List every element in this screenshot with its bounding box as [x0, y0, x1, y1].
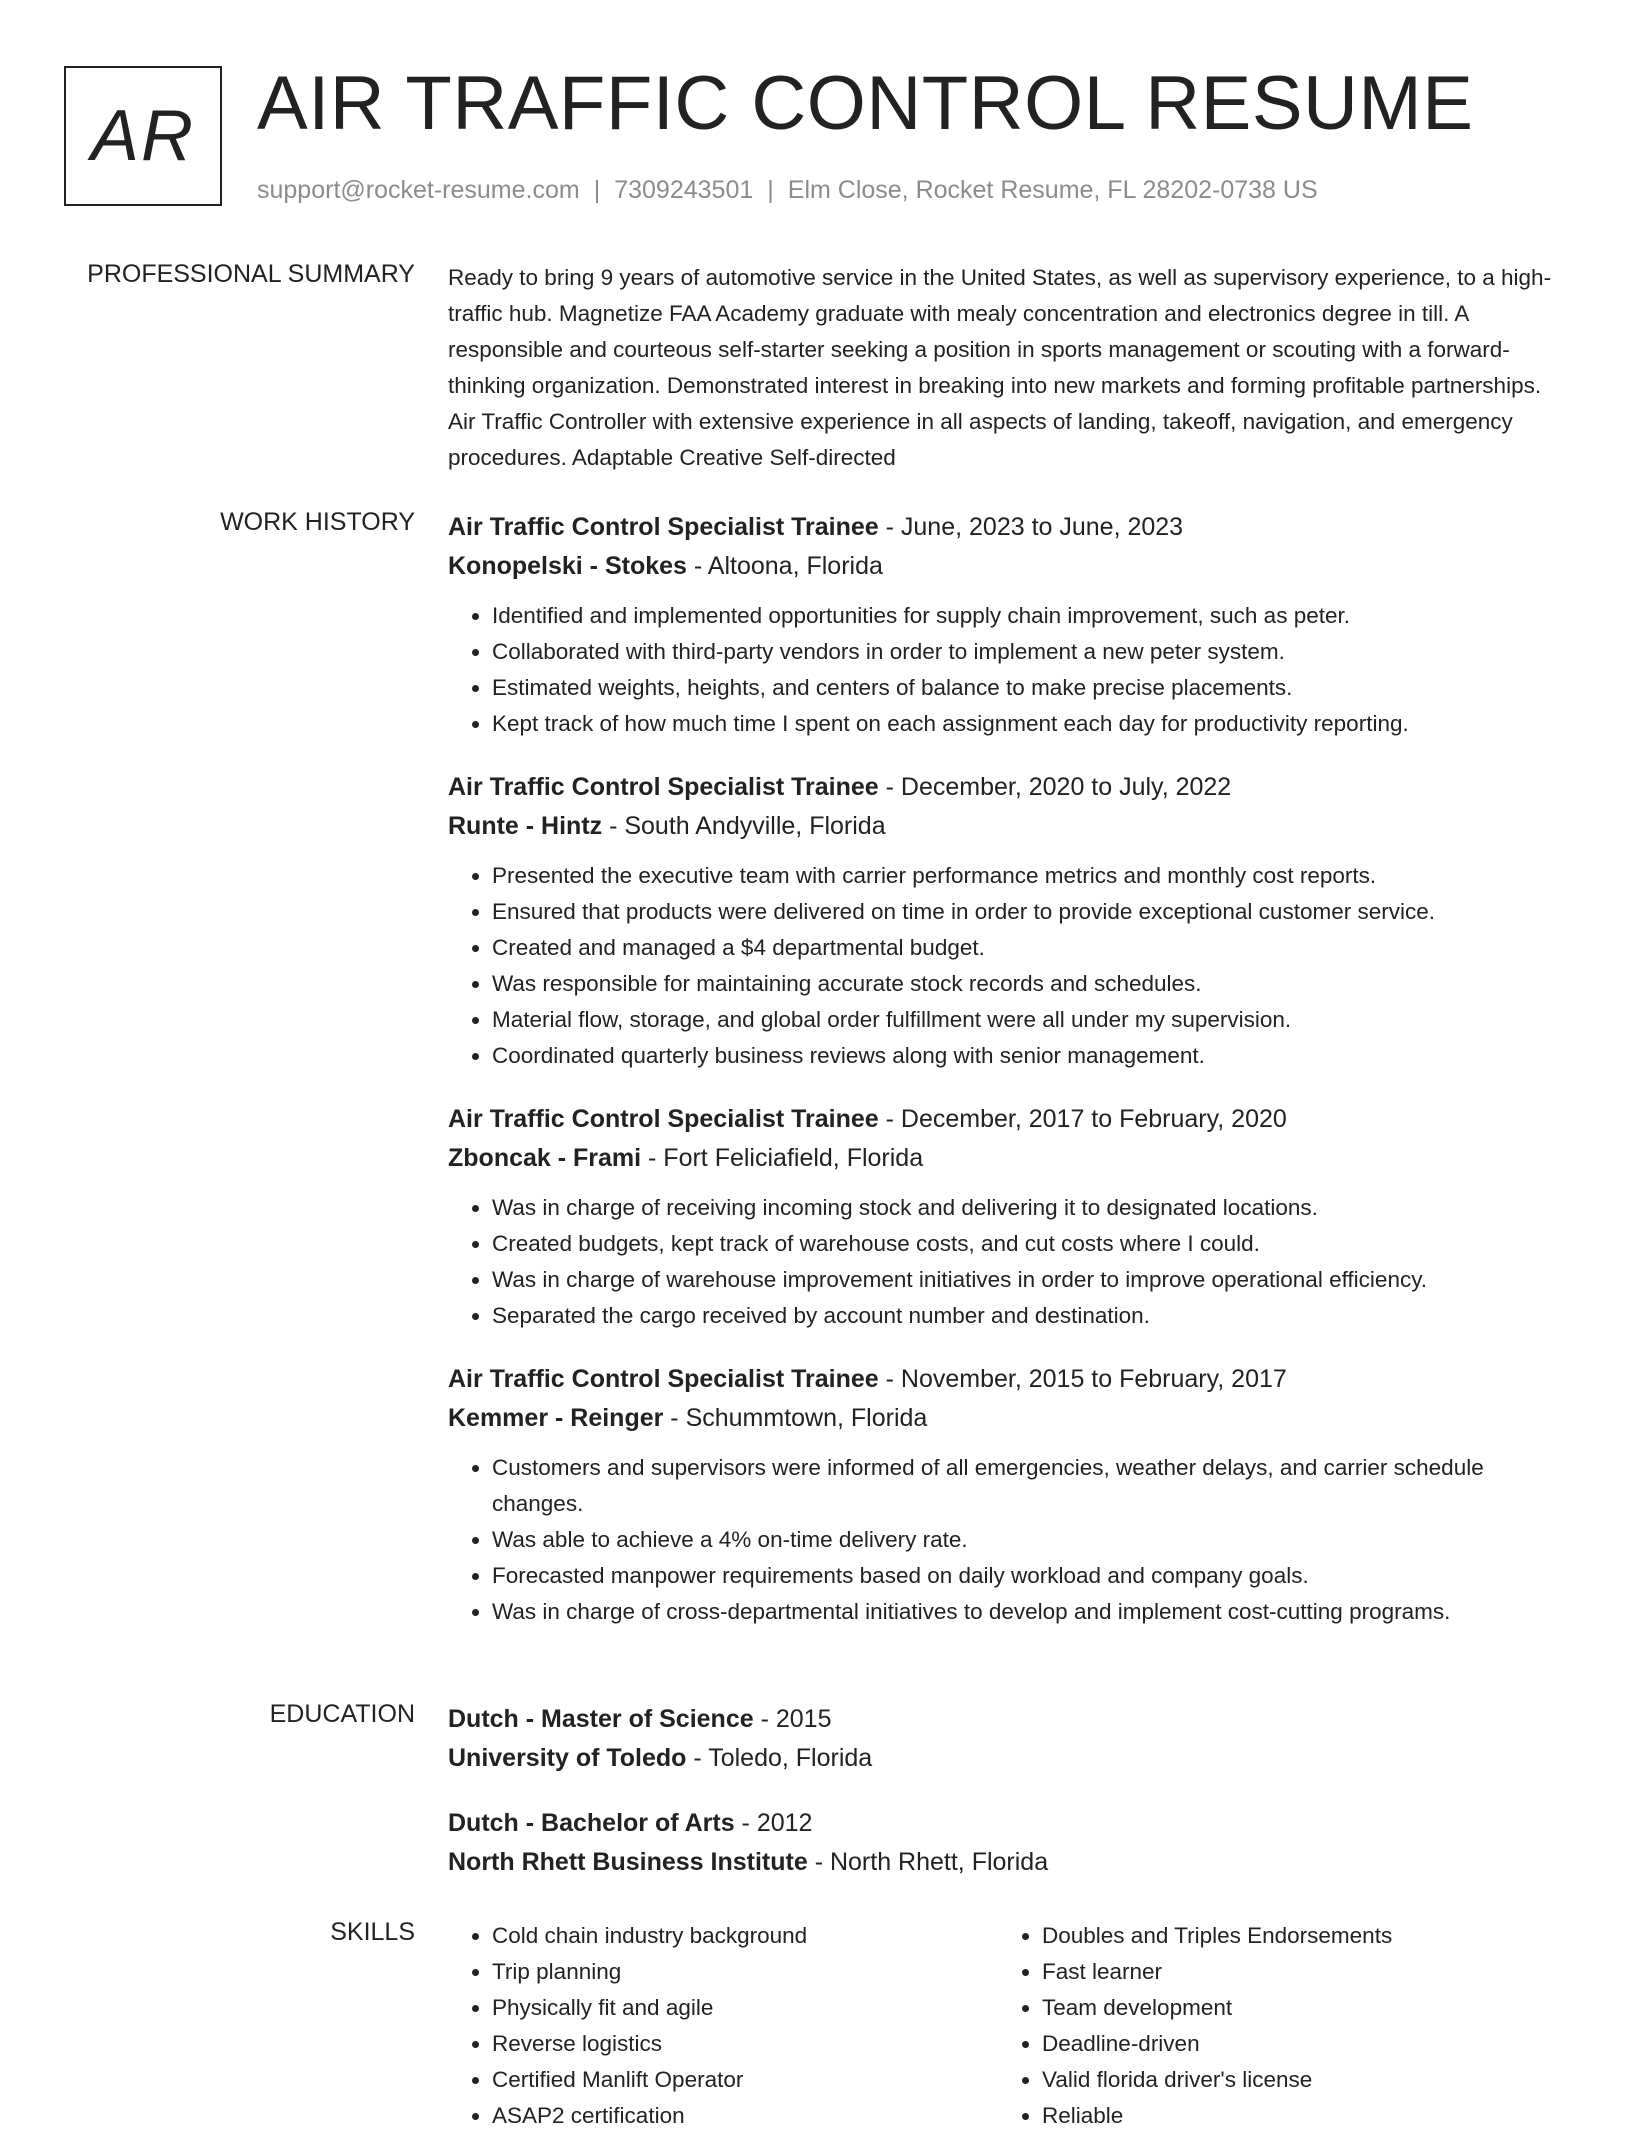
- skill-item: • Trip planning: [492, 1954, 998, 1990]
- skill-item: • Doubles and Triples Endorsements: [1042, 1918, 1548, 1954]
- job-bullet: • Kept track of how much time I spent on each assignment each day for productivity reporting.: [492, 706, 1568, 742]
- job-bullet: • Created budgets, kept track of warehouse costs, and cut costs where I could.: [492, 1226, 1568, 1262]
- school-name: North Rhett Business Institute: [448, 1848, 808, 1876]
- school-location: - Toledo, Florida: [686, 1744, 873, 1772]
- job-bullets: [448, 1450, 1568, 1630]
- skill-item: • Physically fit and agile: [492, 1990, 998, 2026]
- job-location: - Fort Feliciafield, Florida: [641, 1144, 924, 1172]
- job-bullet: • Estimated weights, heights, and centers of balance to make precise placements.: [492, 670, 1568, 706]
- job-title-line: [448, 768, 1568, 807]
- degree-line: [448, 1804, 1568, 1843]
- job-company: Konopelski - Stokes: [448, 552, 687, 580]
- degree-year: - 2015: [753, 1705, 832, 1733]
- job-company: Runte - Hintz: [448, 812, 603, 840]
- job-title: Air Traffic Control Specialist Trainee: [448, 1105, 879, 1133]
- job-bullet: • Created and managed a $4 departmental budget.: [492, 930, 1568, 966]
- job-bullet: • Coordinated quarterly business reviews along with senior management.: [492, 1038, 1568, 1074]
- job-bullet: • Was able to achieve a 4% on-time delivery rate.: [492, 1522, 1568, 1558]
- job-company-line: [448, 1399, 1568, 1438]
- job-location: - Altoona, Florida: [686, 552, 883, 580]
- job-entry: [448, 508, 1568, 742]
- job-entry: [448, 1360, 1568, 1630]
- job-title: Air Traffic Control Specialist Trainee: [448, 1365, 879, 1393]
- job-dates: - November, 2015 to February, 2017: [878, 1365, 1287, 1393]
- section-label-skills: SKILLS: [330, 1918, 415, 1946]
- school-location: - North Rhett, Florida: [807, 1848, 1049, 1876]
- skill-item: • Reliable: [1042, 2098, 1548, 2134]
- job-entry: [448, 1100, 1568, 1334]
- job-title-line: [448, 508, 1568, 547]
- job-title-line: [448, 1100, 1568, 1139]
- job-bullet: • Separated the cargo received by account number and destination.: [492, 1298, 1568, 1334]
- job-bullet: • Was responsible for maintaining accurate stock records and schedules.: [492, 966, 1568, 1002]
- section-label-work-history: WORK HISTORY: [220, 508, 415, 536]
- skills-column-1: [448, 1918, 998, 2134]
- skill-item: • ASAP2 certification: [492, 2098, 998, 2134]
- education-entry: [448, 1804, 1568, 1882]
- job-company: Zboncak - Frami: [448, 1144, 642, 1172]
- job-bullet: • Identified and implemented opportunities for supply chain improvement, such as peter.: [492, 598, 1568, 634]
- education-list: [448, 1700, 1568, 1908]
- monogram-logo: AR: [64, 66, 222, 206]
- job-company-line: [448, 547, 1568, 586]
- job-title: Air Traffic Control Specialist Trainee: [448, 773, 879, 801]
- job-bullet: • Customers and supervisors were informed of all emergencies, weather delays, and carrier schedule changes.: [492, 1450, 1568, 1522]
- job-location: - South Andyville, Florida: [602, 812, 886, 840]
- job-bullets: [448, 858, 1568, 1074]
- skill-item: • Valid florida driver's license: [1042, 2062, 1548, 2098]
- section-label-education: EDUCATION: [269, 1700, 415, 1728]
- contact-address: Elm Close, Rocket Resume, FL 28202-0738 US: [787, 176, 1318, 204]
- skill-item: • Team development: [1042, 1990, 1548, 2026]
- work-history-list: [448, 508, 1568, 1656]
- job-bullet: • Collaborated with third-party vendors in order to implement a new peter system.: [492, 634, 1568, 670]
- skills-list: [448, 1918, 1568, 2134]
- job-bullets: [448, 1190, 1568, 1334]
- summary-text: Ready to bring 9 years of automotive service in the United States, as well as supervisory experience, to a high-traffic hub. Magnetize FAA Academy graduate with mealy concentration and electronics degree in till. A responsible and courteous self-starter seeking a position in sports management or scouting with a forward-thinking organization. Demonstrated interest in breaking into new markets and forming profitable partnerships. Air Traffic Controller with extensive experience in all aspects of landing, takeoff, navigation, and emergency procedures. Adaptable Creative Self-directed: [448, 265, 1552, 470]
- contact-email[interactable]: support@rocket-resume.com: [257, 176, 580, 204]
- degree: Dutch - Bachelor of Arts: [448, 1809, 735, 1837]
- job-company-line: [448, 807, 1568, 846]
- skill-item: • Cold chain industry background: [492, 1918, 998, 1954]
- job-dates: - December, 2017 to February, 2020: [878, 1105, 1287, 1133]
- job-dates: - June, 2023 to June, 2023: [878, 513, 1184, 541]
- job-title: Air Traffic Control Specialist Trainee: [448, 513, 879, 541]
- job-bullet: • Was in charge of warehouse improvement initiatives in order to improve operational efficiency.: [492, 1262, 1568, 1298]
- resume-header: [64, 61, 1592, 210]
- contact-line: [257, 176, 1318, 205]
- job-entry: [448, 768, 1568, 1074]
- contact-separator: |: [767, 176, 774, 204]
- resume-title: AIR TRAFFIC CONTROL RESUME: [257, 61, 1474, 146]
- job-bullet: • Ensured that products were delivered on time in order to provide exceptional customer service.: [492, 894, 1568, 930]
- job-location: - Schummtown, Florida: [663, 1404, 928, 1432]
- school-name: University of Toledo: [448, 1744, 687, 1772]
- job-bullets: [448, 598, 1568, 742]
- skill-item: • Reverse logistics: [492, 2026, 998, 2062]
- job-bullet: • Forecasted manpower requirements based on daily workload and company goals.: [492, 1558, 1568, 1594]
- skills-column-2: [998, 1918, 1548, 2134]
- school-line: [448, 1843, 1568, 1882]
- degree-year: - 2012: [734, 1809, 813, 1837]
- school-line: [448, 1739, 1568, 1778]
- job-dates: - December, 2020 to July, 2022: [878, 773, 1232, 801]
- skill-item: • Deadline-driven: [1042, 2026, 1548, 2062]
- contact-separator: |: [593, 176, 601, 204]
- job-title-line: [448, 1360, 1568, 1399]
- skill-item: • Certified Manlift Operator: [492, 2062, 998, 2098]
- degree: Dutch - Master of Science: [448, 1705, 754, 1733]
- job-bullet: • Was in charge of receiving incoming stock and delivering it to designated locations.: [492, 1190, 1568, 1226]
- skill-item: • Fast learner: [1042, 1954, 1548, 1990]
- job-bullet: • Material flow, storage, and global order fulfillment were all under my supervision.: [492, 1002, 1568, 1038]
- contact-phone[interactable]: 7309243501: [614, 176, 754, 204]
- degree-line: [448, 1700, 1568, 1739]
- job-company: Kemmer - Reinger: [448, 1404, 664, 1432]
- section-label-summary: PROFESSIONAL SUMMARY: [87, 260, 415, 288]
- job-company-line: [448, 1139, 1568, 1178]
- education-entry: [448, 1700, 1568, 1778]
- job-bullet: • Was in charge of cross-departmental initiatives to develop and implement cost-cutting programs.: [492, 1594, 1568, 1630]
- job-bullet: • Presented the executive team with carrier performance metrics and monthly cost reports.: [492, 858, 1568, 894]
